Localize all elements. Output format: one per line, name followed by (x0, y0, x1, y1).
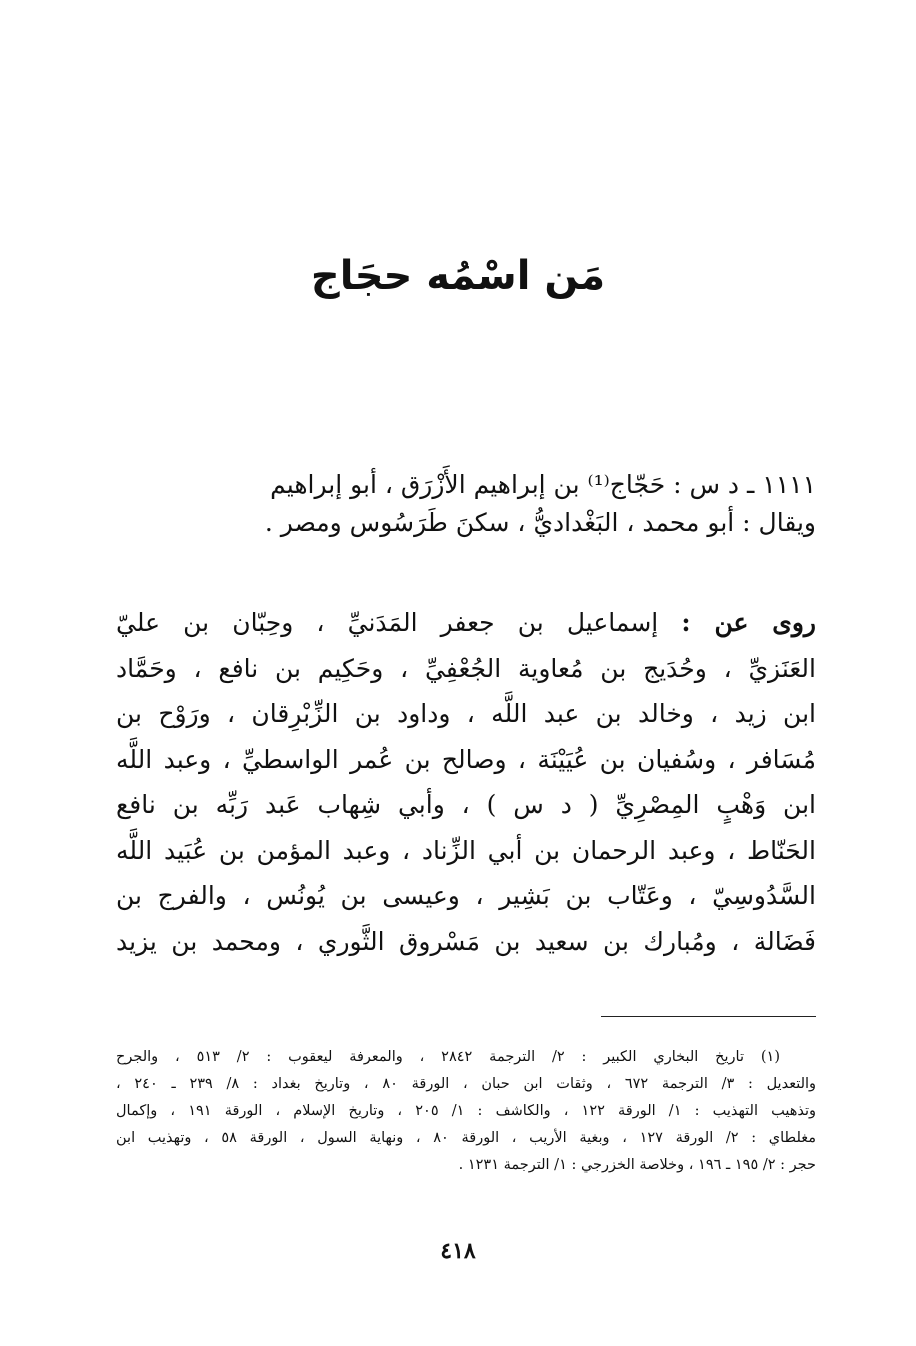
footnote (116, 1044, 816, 1179)
footnote-line-4: مغلطاي : ٢/ الورقة ١٢٧ ، وبغية الأريب ، الورقة ٨٠ ، ونهاية السول ، الورقة ٥٨ ، وتهذيب ابن (116, 1130, 817, 1146)
narrators-line-7: السَّدُوسِيّ ، وعَتّاب بن بَشِير ، وعيسى بن يُونُس ، والفرج بن (116, 881, 816, 910)
narrated-from-label: روى عن : (681, 608, 817, 637)
footnote-line-1: (١) تاريخ البخاري الكبير : ٢/ الترجمة ٢٨٤٢ ، والمعرفة ليعقوب : ٢/ ٥١٣ ، والجرح (116, 1049, 780, 1065)
narrators-line-4: مُسَافر ، وسُفيان بن عُيَيْنَة ، وصالح بن عُمر الواسطيِّ ، وعبد اللَّه (116, 744, 816, 774)
narrators-line-6: الحَنّاط ، وعبد الرحمان بن أبي الزِّناد ، وعبد المؤمن بن عُبَيد اللَّه (116, 835, 816, 865)
biography-entry (116, 466, 816, 542)
narrators-line-1-text: إسماعيل بن جعفر المَدَنيِّ ، وحِبّان بن عليّ (116, 608, 659, 637)
narrators-line-3: ابن زيد ، وخالد بن عبد اللَّه ، وداود بن الزِّبْرِقان ، ورَوْح بن (116, 699, 816, 728)
narrators-line-5: ابن وَهْبٍ المِصْرِيِّ ( د س ) ، وأبي شِهاب عَبد رَبِّه بن نافع (116, 790, 816, 819)
entry-line-1: ١١١١ ـ د س : حَجّاج⁽¹⁾ بن إبراهيم الأَزْرَق ، أبو إبراهيم (270, 470, 816, 499)
narrated-from-paragraph (116, 600, 816, 964)
narrators-line-8: فَضَالة ، ومُبارك بن سعيد بن مَسْروق الثَّوري ، ومحمد بن يزيد (116, 926, 816, 956)
footnote-line-3: وتذهيب التهذيب : ١/ الورقة ١٢٢ ، والكاشف : ١/ ٢٠٥ ، وتاريخ الإسلام ، الورقة ١٩١ ، وإكمال (116, 1103, 817, 1119)
section-heading: مَن اسْمُه حجَاج (310, 253, 606, 299)
footnote-separator (601, 1016, 816, 1017)
narrators-line-2: العَنَزيِّ ، وحُدَيج بن مُعاوية الجُعْفِيِّ ، وحَكِيم بن نافع ، وحَمَّاد (116, 653, 816, 683)
footnote-line-2: والتعديل : ٣/ الترجمة ٦٧٢ ، وثقات ابن حبان ، الورقة ٨٠ ، وتاريخ بغداد : ٨/ ٢٣٩ ـ ٢٤٠ ، (116, 1076, 817, 1092)
page-number: ٤١٨ (440, 1238, 476, 1264)
narrators-line-1 (116, 600, 816, 646)
entry-line-2: ويقال : أبو محمد ، البَغْداديُّ ، سكنَ طَرَسُوس ومصر . (264, 508, 816, 537)
footnote-line-5: حجر : ٢/ ١٩٥ ـ ١٩٦ ، وخلاصة الخزرجي : ١/ الترجمة ١٢٣١ . (458, 1157, 816, 1173)
